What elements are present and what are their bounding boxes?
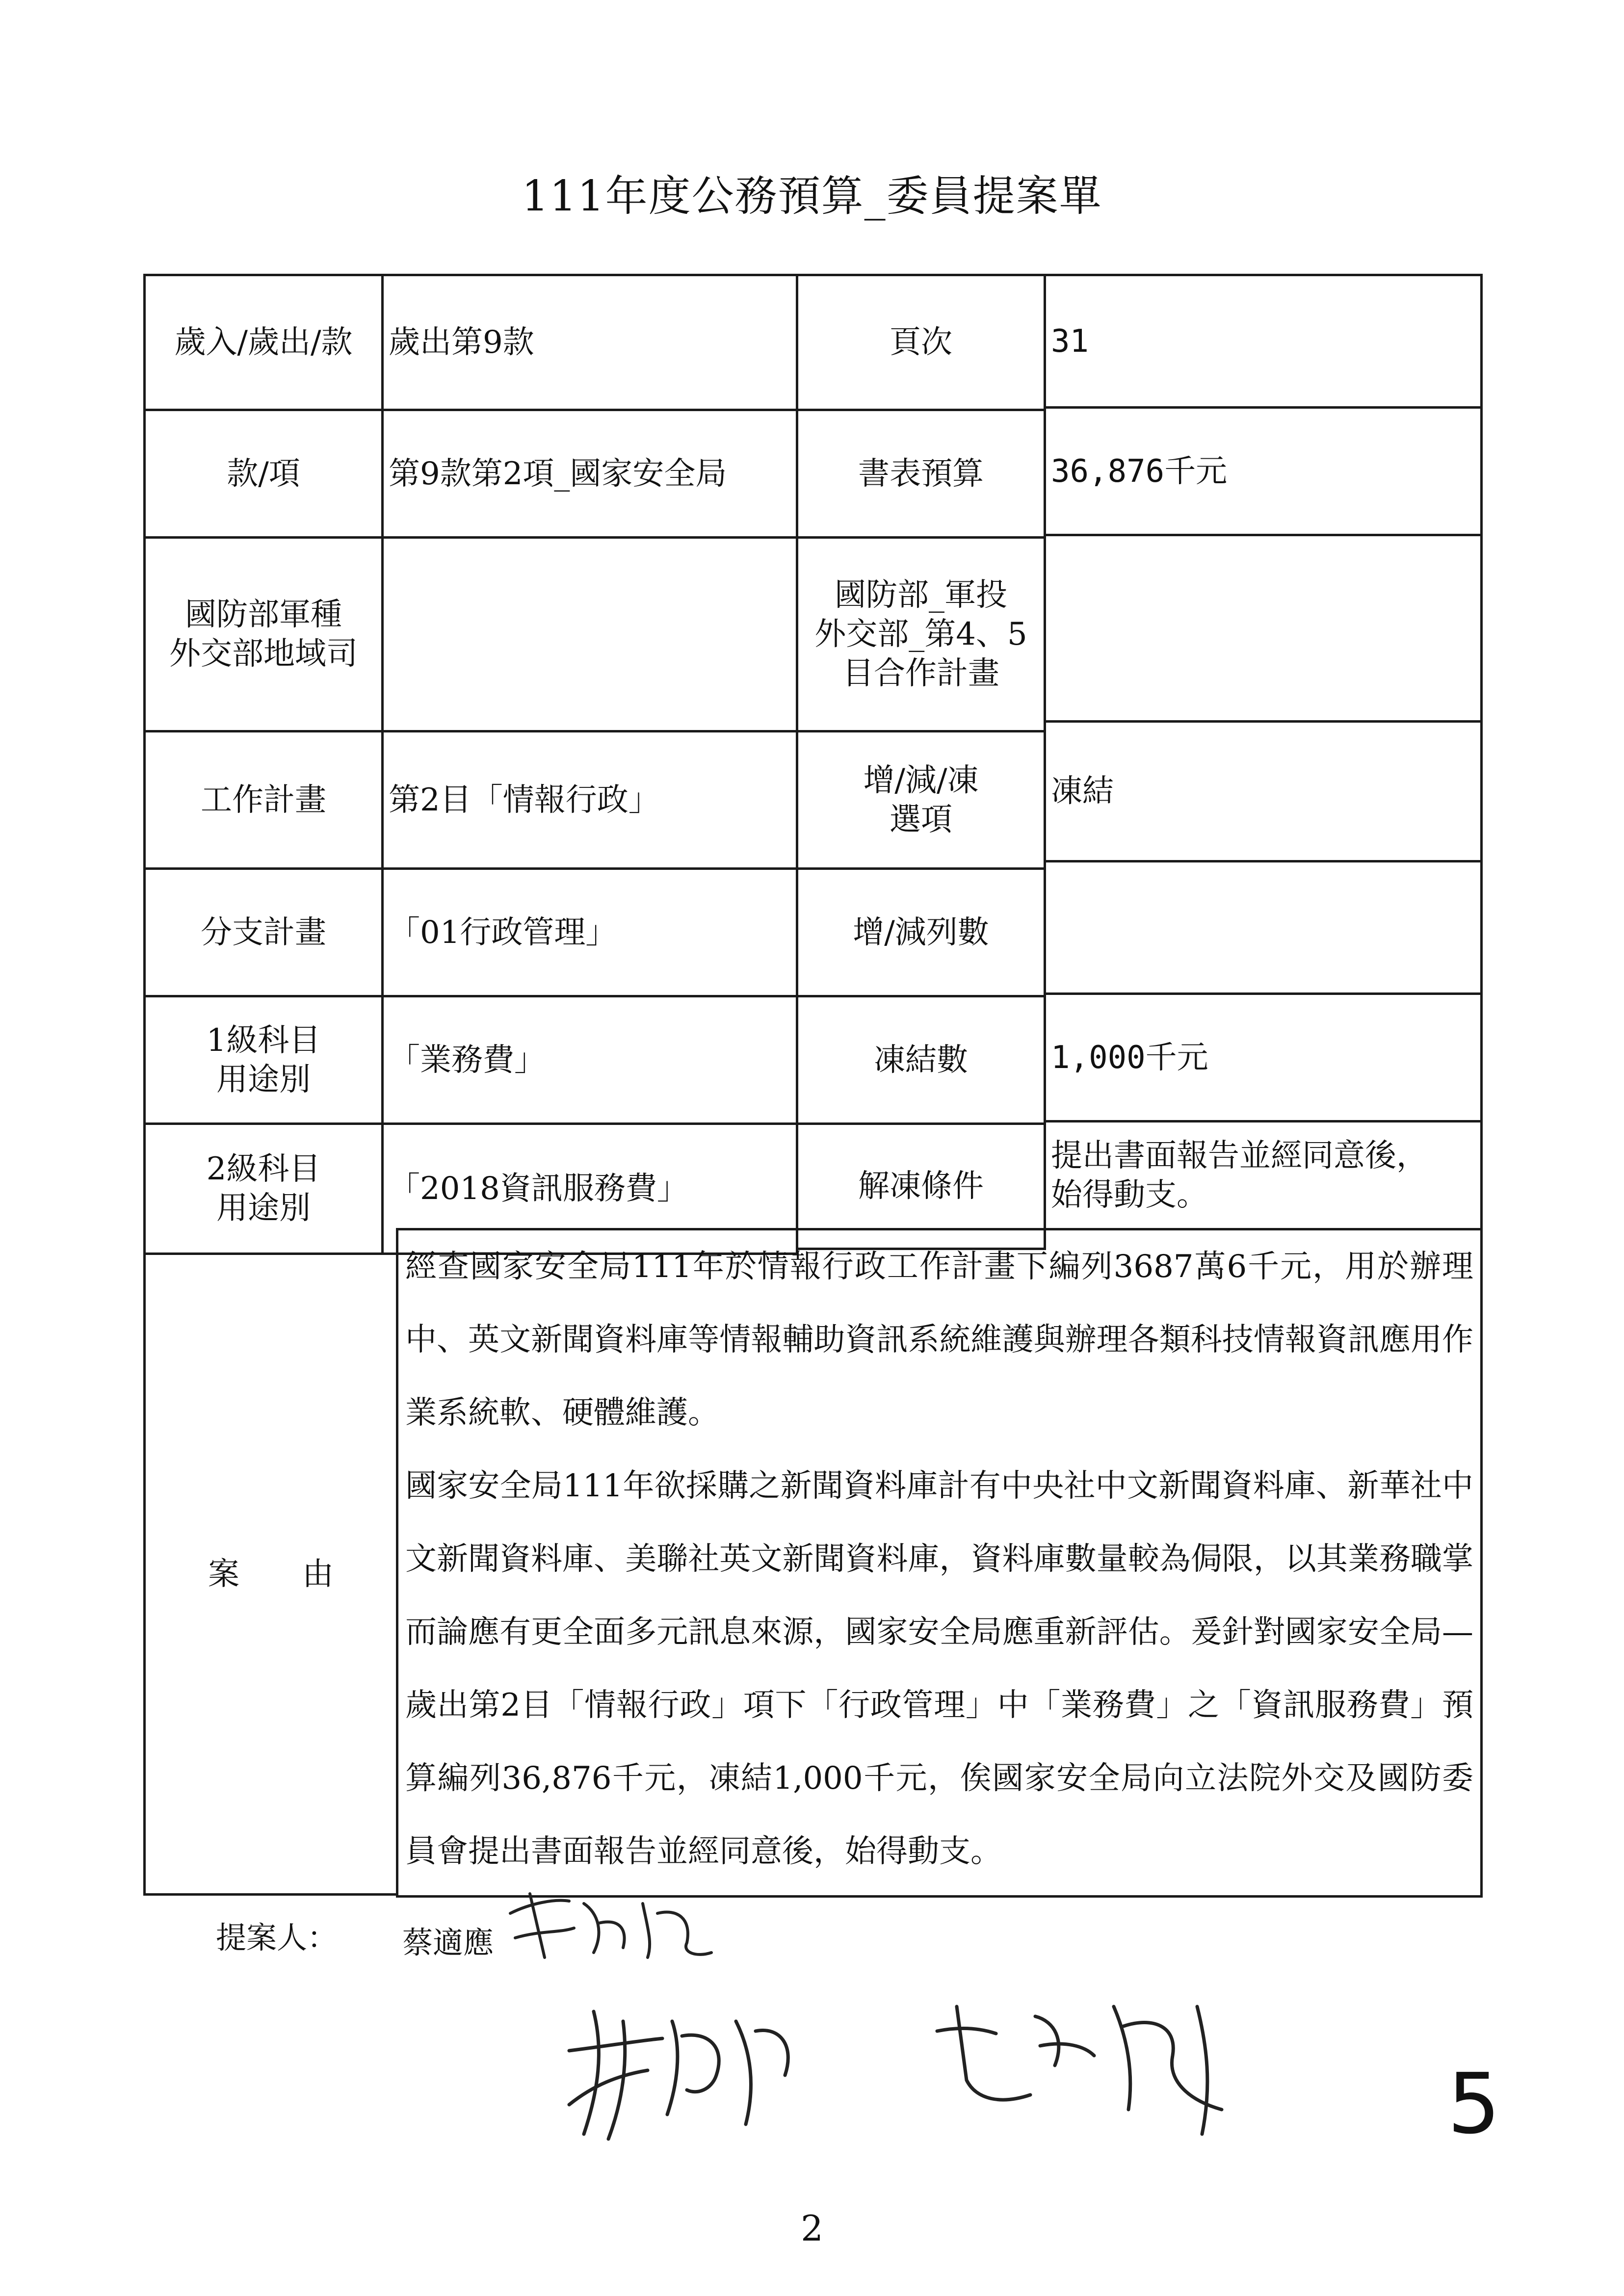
row-label-military-investment — [796, 536, 1046, 732]
row-value-branch-plan — [381, 867, 798, 997]
row-label-line: 國防部_軍投 — [835, 577, 1007, 613]
row-value-budget — [1044, 406, 1483, 536]
row-value-text: 36,876千元 — [1051, 453, 1228, 490]
row-value-military-branch — [381, 536, 798, 732]
handwritten-signature-1 — [500, 1884, 726, 1972]
row-label-category — [143, 274, 384, 411]
row-value-text: 1,000千元 — [1051, 1039, 1208, 1076]
row-label-text: 書表預算 — [858, 455, 984, 492]
row-value-text: 第2目「情報行政」 — [389, 782, 660, 818]
row-label-work-plan — [143, 730, 384, 870]
row-value-text: 「01行政管理」 — [389, 914, 617, 951]
row-label-text: 增/減列數 — [853, 914, 989, 951]
row-label-line: 增/減/凍 — [863, 762, 979, 799]
row-value-text: 「業務費」 — [389, 1042, 546, 1078]
row-label-level1-subject — [143, 995, 384, 1125]
reason-paragraph: 國家安全局111年欲採購之新聞資料庫計有中央社中文新聞資料庫、新華社中文新聞資料庫、美聯社英文新聞資料庫，資料庫數量較為侷限，以其業務職掌而論應有更全面多元訊息來源，國家安全局應重新評估。爰針對國家安全局—歲出第2目「情報行政」項下「行政管理」中「業務費」之「資訊服務費」預算編列36,876千元，凍結1,000千元，俟國家安全局向立法院外交及國防委員會提出書面報告並經同意後，始得動支。 — [405, 1468, 1473, 1870]
reason-label: 案 由 — [208, 1556, 334, 1592]
row-label-line: 國防部軍種 — [185, 597, 342, 633]
row-value-work-plan — [381, 730, 798, 870]
row-label-level2-subject — [143, 1122, 384, 1255]
row-value-unfreeze-condition — [1044, 1120, 1483, 1230]
row-value-text: 31 — [1051, 323, 1089, 360]
row-value-adjust-amount — [1044, 860, 1483, 995]
row-value-item — [381, 409, 798, 539]
row-label-text: 頁次 — [890, 324, 952, 361]
row-label-frozen-amount — [796, 995, 1046, 1125]
row-value-line: 提出書面報告並經同意後， — [1051, 1137, 1428, 1174]
row-value-military-investment — [1044, 534, 1483, 723]
row-value-level1-subject — [381, 995, 798, 1125]
row-label-military-branch — [143, 536, 384, 732]
row-label-page — [796, 274, 1046, 411]
row-label-text: 解凍條件 — [858, 1168, 984, 1204]
row-label-text: 凍結數 — [874, 1042, 968, 1078]
row-value-text: 「2018資訊服務費」 — [389, 1171, 688, 1207]
proposer-name: 蔡適應 — [402, 1925, 494, 1960]
row-label-line: 用途別 — [216, 1061, 311, 1098]
proposer-label: 提案人： — [216, 1920, 338, 1956]
row-value-frozen-amount — [1044, 992, 1483, 1122]
form-title: 111年度公務預算_委員提案單 — [522, 172, 1102, 221]
page-number: 2 — [801, 2208, 823, 2249]
corner-page-mark: 5 — [1447, 2056, 1501, 2153]
row-label-line: 2級科目 — [206, 1151, 321, 1187]
handwritten-signature-3 — [922, 1987, 1276, 2144]
row-value-text: 歲出第9款 — [389, 324, 534, 361]
row-label-text: 款/項 — [227, 455, 300, 492]
row-value-category — [381, 274, 798, 411]
row-label-text: 歲入/歲出/款 — [174, 324, 353, 361]
row-label-line: 外交部地域司 — [169, 636, 358, 672]
row-label-text: 分支計畫 — [201, 914, 326, 951]
row-label-line: 選項 — [890, 801, 952, 838]
reason-paragraph: 經查國家安全局111年於情報行政工作計畫下編列3687萬6千元，用於辦理中、英文新聞資料庫等情報輔助資訊系統維護與辦理各類科技情報資訊應用作業系統軟、硬體維護。 — [405, 1249, 1473, 1431]
row-label-line: 1級科目 — [206, 1022, 321, 1059]
row-label-adjust-amount — [796, 867, 1046, 997]
row-label-line: 外交部_第4、5 — [814, 616, 1027, 652]
row-value-page — [1044, 274, 1483, 409]
row-value-line: 始得動支。 — [1051, 1176, 1208, 1213]
handwritten-signature-2 — [550, 1992, 922, 2149]
row-value-text: 第9款第2項_國家安全局 — [389, 455, 727, 492]
reason-label-cell — [143, 1252, 398, 1896]
row-value-text: 凍結 — [1051, 773, 1114, 809]
row-label-adjust-option — [796, 730, 1046, 870]
row-label-item — [143, 409, 384, 539]
reason-text-cell — [396, 1228, 1483, 1898]
row-value-adjust-option — [1044, 720, 1483, 862]
row-label-branch-plan — [143, 867, 384, 997]
proposal-form-table — [143, 274, 1483, 1896]
row-label-budget — [796, 409, 1046, 539]
row-label-line: 目合作計畫 — [842, 655, 999, 692]
row-label-text: 工作計畫 — [201, 782, 326, 818]
row-label-line: 用途別 — [216, 1190, 311, 1226]
